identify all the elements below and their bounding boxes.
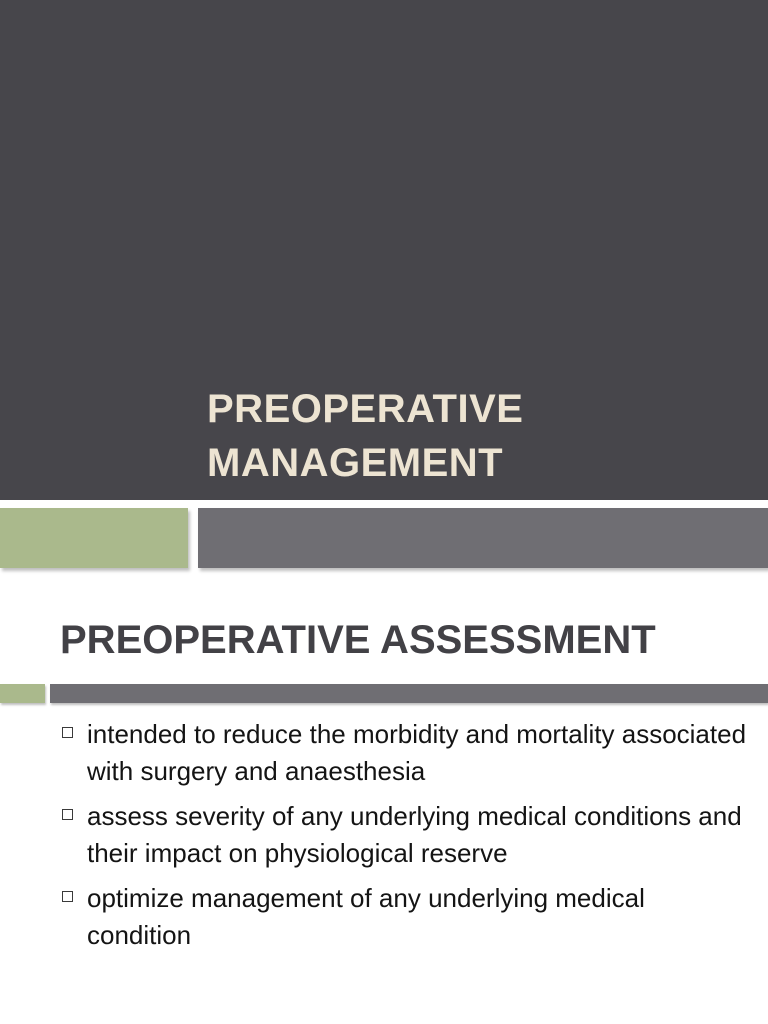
title-line-1: PREOPERATIVE bbox=[207, 387, 524, 431]
accent-band-gray bbox=[198, 508, 768, 568]
title-line-2: MANAGEMENT bbox=[207, 441, 504, 485]
heading-divider-gray bbox=[50, 684, 768, 703]
hollow-square-icon bbox=[62, 727, 73, 738]
hollow-square-icon bbox=[62, 891, 73, 902]
list-item bbox=[60, 798, 750, 872]
presentation-title bbox=[207, 382, 523, 490]
bullet-list bbox=[60, 716, 750, 962]
list-item bbox=[60, 716, 750, 790]
slide-heading: PREOPERATIVE ASSESSMENT bbox=[60, 618, 656, 662]
hollow-square-icon bbox=[62, 809, 73, 820]
heading-divider-green bbox=[0, 684, 45, 703]
list-item bbox=[60, 880, 750, 954]
bullet-text: optimize management of any underlying medical condition bbox=[87, 883, 645, 950]
bullet-text: assess severity of any underlying medical conditions and their impact on physiological reserve bbox=[87, 801, 742, 868]
accent-band-green bbox=[0, 508, 188, 568]
bullet-text: intended to reduce the morbidity and mortality associated with surgery and anaesthesia bbox=[87, 719, 747, 786]
title-slide bbox=[0, 0, 768, 500]
